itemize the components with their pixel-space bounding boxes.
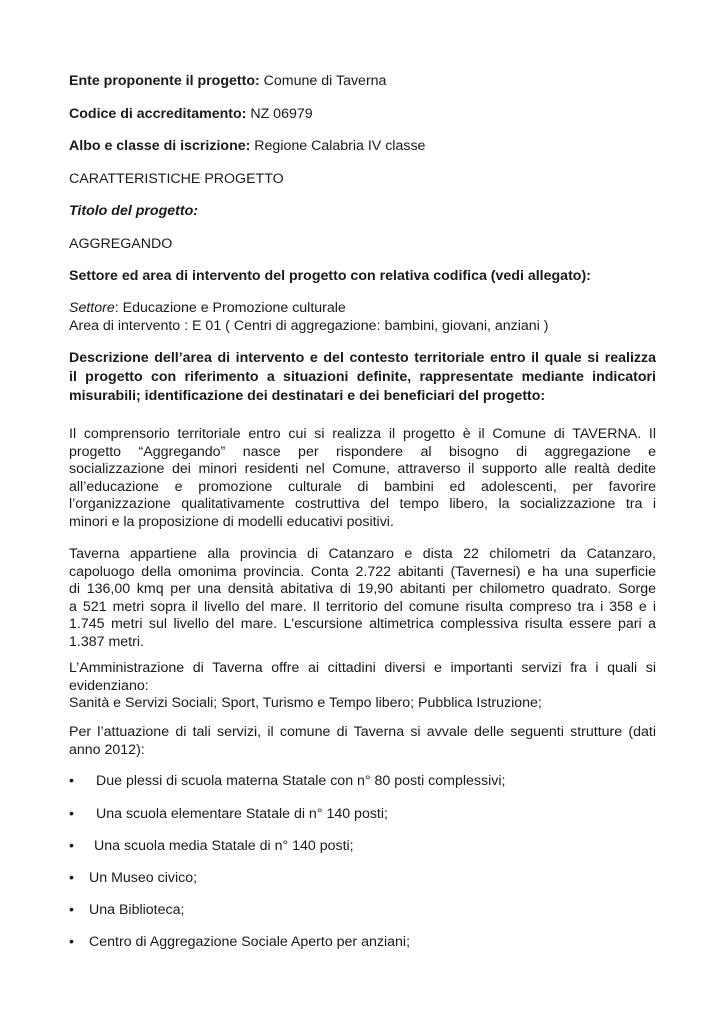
codice-label: Codice di accreditamento:	[69, 106, 247, 122]
list-item	[69, 902, 184, 920]
paragraph-line: 1.745 metri sul livello del mare. L'escursione altimetrica complessiva risulta essere pari a	[69, 616, 656, 633]
descrizione-line: il progetto con riferimento a situazioni definite, rappresentate mediante indicatori	[69, 369, 656, 385]
paragraph-line: all’educazione e promozione culturale di bambini ed adolescenti, per favorire	[69, 478, 656, 495]
paragraph-line: progetto “Aggregando” nasce per rispondere al bisogno di aggregazione e	[69, 443, 656, 460]
area-line: Area di intervento : E 01 ( Centri di aggregazione: bambini, giovani, anziani )	[69, 317, 549, 334]
caratteristiche-heading: CARATTERISTICHE PROGETTO	[69, 171, 284, 187]
descrizione-line: Descrizione dell’area di intervento e del contesto territoriale entro il quale si realizza	[69, 350, 656, 366]
paragraph-comprensorio	[69, 426, 656, 532]
list-item-text: Una scuola elementare Statale di n° 140 posti;	[96, 806, 388, 822]
settore-heading-text: Settore ed area di intervento del progetto con relativa codifica (vedi allegato):	[69, 268, 591, 284]
list-item	[69, 838, 354, 856]
paragraph-servizi	[69, 660, 656, 713]
paragraph-line: di 136,00 kmq per una densità abitativa di 19,90 abitanti per chilometro quadrato. Sorge	[69, 581, 656, 598]
list-item	[69, 773, 505, 791]
settore-heading	[69, 268, 656, 286]
bullet-icon: •	[69, 870, 74, 886]
list-item	[69, 934, 410, 952]
bullet-icon: •	[69, 902, 74, 918]
list-item-text: Una Biblioteca;	[89, 902, 185, 918]
descrizione-line: misurabili; identificazione dei destinatari e dei beneficiari del progetto:	[69, 388, 546, 404]
codice-value: NZ 06979	[246, 106, 313, 122]
paragraph-taverna	[69, 546, 656, 652]
albo-line	[69, 138, 656, 156]
paragraph-line: capoluogo della omonima provincia. Conta 2.722 abitanti (Tavernesi) e ha una superficie	[69, 563, 656, 580]
list-item-text: Una scuola media Statale di n° 140 posti;	[94, 838, 354, 854]
ente-label: Ente proponente il progetto:	[69, 73, 260, 89]
codice-line	[69, 106, 656, 124]
list-item-text: Centro di Aggregazione Sociale Aperto per anziani;	[89, 934, 411, 950]
list-item	[69, 806, 388, 824]
settore-value: : Educazione e Promozione culturale	[114, 300, 346, 316]
paragraph-line: a 521 metri sopra il livello del mare. Il territorio del comune risulta compreso tra i 358 e i	[69, 598, 656, 615]
albo-label: Albo e classe di iscrizione:	[69, 138, 251, 154]
paragraph-line: Taverna appartiene alla provincia di Catanzaro e dista 22 chilometri da Catanzaro,	[69, 546, 656, 562]
paragraph-line: L’Amministrazione di Taverna offre ai cittadini diversi e importanti servizi fra i quali si	[69, 660, 656, 676]
ente-value: Comune di Taverna	[259, 73, 387, 89]
settore-label: Settore	[69, 300, 115, 316]
titolo-label: Titolo del progetto:	[69, 203, 198, 219]
bullet-icon: •	[69, 806, 74, 822]
ente-line	[69, 73, 656, 91]
bullet-icon: •	[69, 934, 74, 950]
paragraph-strutture	[69, 724, 656, 759]
paragraph-line: 1.387 metri.	[69, 633, 144, 650]
list-item-text: Un Museo civico;	[89, 870, 198, 886]
descrizione-heading	[69, 349, 656, 406]
paragraph-line: anno 2012):	[69, 741, 145, 758]
list-item-text: Due plessi di scuola materna Statale con n° 80 posti complessivi;	[96, 773, 506, 789]
albo-value: Regione Calabria IV classe	[250, 138, 426, 154]
paragraph-line: evidenziano:	[69, 677, 149, 694]
bullet-icon: •	[69, 773, 74, 789]
paragraph-line: socializzazione dei minori residenti nel Comune, attraverso il supporto alle realtà dedite	[69, 461, 656, 478]
paragraph-line: l’organizzazione qualitativamente costruttiva del tempo libero, la socializzazione tra i	[69, 496, 656, 513]
paragraph-line: Sanità e Servizi Sociali; Sport, Turismo e Tempo libero; Pubblica Istruzione;	[69, 695, 542, 712]
bullet-icon: •	[69, 838, 74, 854]
settore-block	[69, 300, 656, 335]
paragraph-line: minori e la proposizione di modelli educativi positivi.	[69, 513, 394, 530]
paragraph-line: Il comprensorio territoriale entro cui si realizza il progetto è il Comune di TAVERNA. Il	[69, 426, 656, 442]
settore-line	[69, 300, 656, 318]
titolo-value: AGGREGANDO	[69, 236, 173, 252]
paragraph-line: Per l’attuazione di tali servizi, il comune di Taverna si avvale delle seguenti strutture (dati	[69, 724, 656, 740]
list-item	[69, 870, 197, 888]
